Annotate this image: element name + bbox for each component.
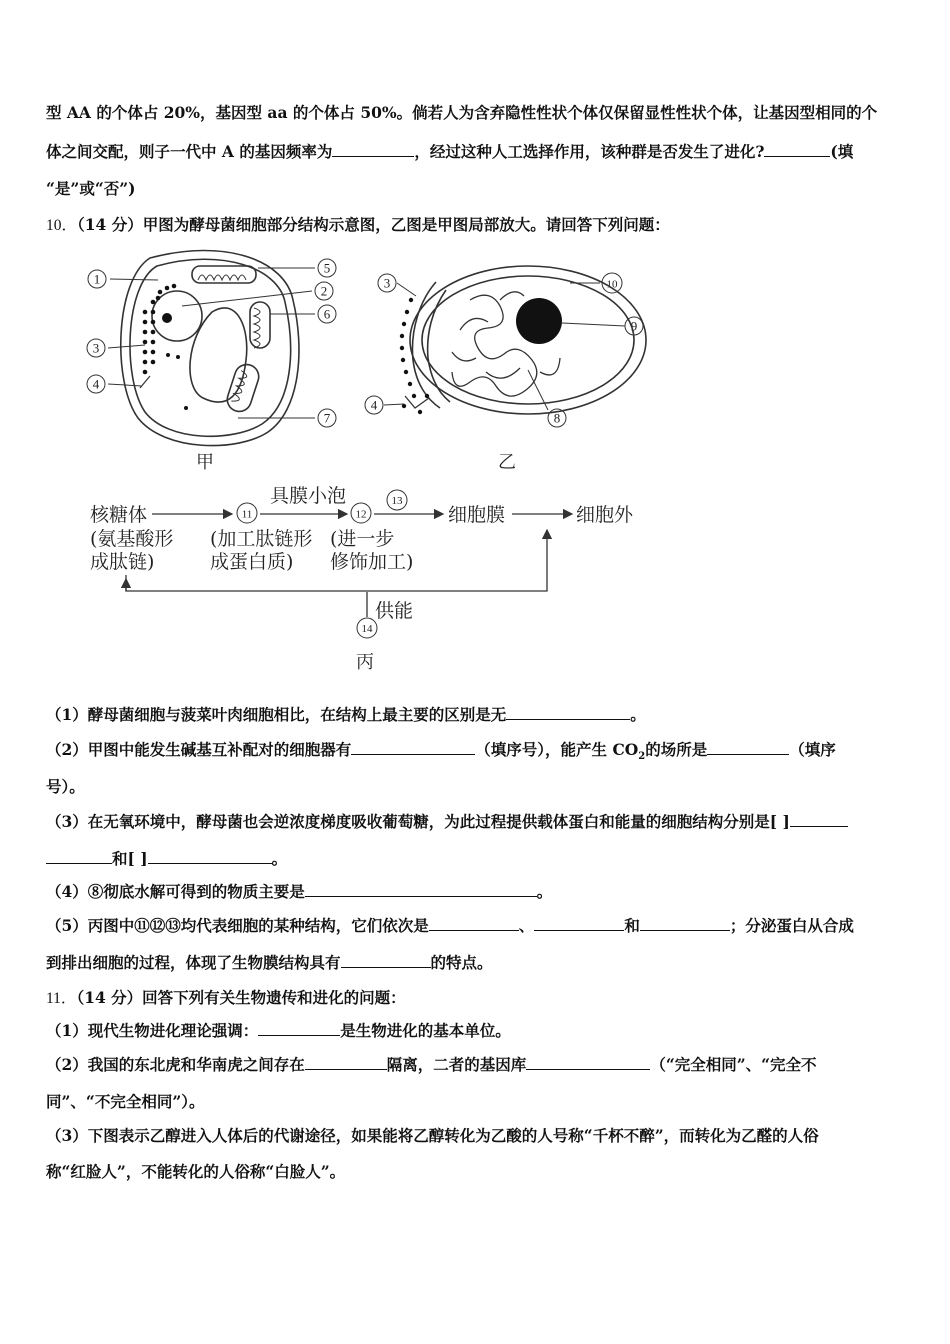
answer-blank[interactable]	[351, 740, 475, 755]
label-1: 1	[93, 271, 101, 287]
label-5: 5	[323, 260, 331, 276]
text-line: 体之间交配，则子一代中 A 的基因频率为 ，经过这种人工选择作用，该种群是否发生了进化? (填	[46, 142, 854, 161]
label-3: 3	[92, 340, 100, 356]
flow-12-desc2: 修饰加工)	[330, 551, 414, 573]
q10-part3: （3）在无氧环境中，酵母菌也会逆浓度梯度吸收葡萄糖，为此过程提供载体蛋白和能量的细胞结构分别是[ ]	[46, 810, 848, 832]
label-9: 9	[630, 318, 638, 334]
text-line: 型 AA 的个体占 20%，基因型 aa 的个体占 50%。倘若人为含弃隐性性状个体仅保留显性性状个体，让基因型相同的个	[46, 103, 878, 122]
answer-blank[interactable]	[46, 849, 112, 864]
q11-part1: （1）现代生物进化理论强调： 是生物进化的基本单位。	[46, 1021, 511, 1040]
label-7: 7	[323, 410, 331, 426]
answer-blank[interactable]	[707, 740, 789, 755]
nucleolus	[516, 298, 562, 344]
q10-part5: （5）丙图中⑪⑫⑬均代表细胞的某种结构，它们依次是 、 和 ；分泌蛋白从合成	[46, 916, 854, 935]
label-3b: 3	[383, 275, 391, 291]
label-11: 11	[241, 508, 253, 521]
answer-blank[interactable]	[305, 882, 537, 897]
figure-caption-yi: 乙	[498, 452, 516, 473]
answer-blank[interactable]	[790, 812, 848, 827]
label-13: 13	[391, 495, 403, 507]
figure-caption-jia: 甲	[196, 452, 214, 473]
answer-blank[interactable]	[640, 916, 730, 931]
figure-caption-bing: 丙	[356, 652, 374, 673]
answer-blank[interactable]	[506, 705, 630, 720]
answer-blank[interactable]	[526, 1055, 650, 1070]
leader-lines-yi	[384, 283, 625, 410]
answer-blank[interactable]	[305, 1055, 387, 1070]
rough-er-ribosomes	[143, 284, 188, 410]
flow-outside: 细胞外	[576, 504, 634, 526]
q10-part4: （4）⑧彻底水解可得到的物质主要是 。	[46, 882, 553, 901]
label-10: 10	[606, 278, 618, 291]
q11-part2: （2）我国的东北虎和华南虎之间存在 隔离，二者的基因库 （“完全相同”、“完全不	[46, 1055, 817, 1074]
label-4b: 4	[370, 397, 378, 413]
label-4: 4	[92, 376, 100, 392]
answer-blank[interactable]	[534, 916, 624, 931]
answer-blank[interactable]	[258, 1021, 340, 1036]
question-11-header: 11．（14 分）回答下列有关生物遗传和进化的问题：	[46, 988, 406, 1007]
q11-part3: （3）下图表示乙醇进入人体后的代谢途径，如果能将乙醇转化为乙酸的人号称“千杯不醉”，而转化为乙醛的人俗	[46, 1126, 819, 1145]
flow-membrane: 细胞膜	[448, 504, 506, 526]
answer-blank[interactable]	[429, 916, 519, 931]
answer-blank[interactable]	[148, 849, 272, 864]
question-10-header: 10．（14 分）甲图为酵母菌细胞部分结构示意图，乙图是甲图局部放大。请回答下列问题：	[46, 215, 670, 234]
q11-part2-cont: 同”、“不完全相同”）。	[46, 1092, 205, 1111]
q10-part2: （2）甲图中能发生碱基互补配对的细胞器有 （填序号），能产生 $CO_2$的场所是 （填序	[46, 740, 836, 763]
text-line: “是”或“否”)	[46, 179, 136, 198]
flow-vesicle: 具膜小泡	[270, 485, 347, 507]
flow-11-desc1: (加工肽链形	[210, 528, 313, 550]
flow-12-desc1: (进一步	[330, 528, 395, 550]
label-8: 8	[553, 410, 561, 426]
q10-part2-cont: 号）。	[46, 777, 85, 796]
flow-ribosome-desc2: 成肽链)	[90, 551, 155, 573]
answer-blank[interactable]	[341, 953, 431, 968]
flow-ribosome: 核糖体	[90, 504, 148, 526]
q11-part3-cont: 称“红脸人”，不能转化的人俗称“白脸人”。	[46, 1162, 346, 1181]
nucleolus-dot	[162, 313, 172, 323]
flow-energy: 供能	[375, 600, 414, 622]
label-6: 6	[323, 306, 331, 322]
flow-11-desc2: 成蛋白质)	[210, 551, 294, 573]
q10-part3-cont: 和[ ] 。	[46, 847, 287, 869]
label-2: 2	[320, 283, 328, 299]
flow-ribosome-desc1: (氨基酸形	[90, 528, 174, 550]
label-12: 12	[355, 508, 367, 521]
q10-part5-cont: 到排出细胞的过程，体现了生物膜结构具有 的特点。	[46, 953, 493, 972]
q10-part1: （1）酵母菌细胞与菠菜叶肉细胞相比，在结构上最主要的区别是无 。	[46, 705, 646, 724]
label-14: 14	[361, 623, 373, 635]
